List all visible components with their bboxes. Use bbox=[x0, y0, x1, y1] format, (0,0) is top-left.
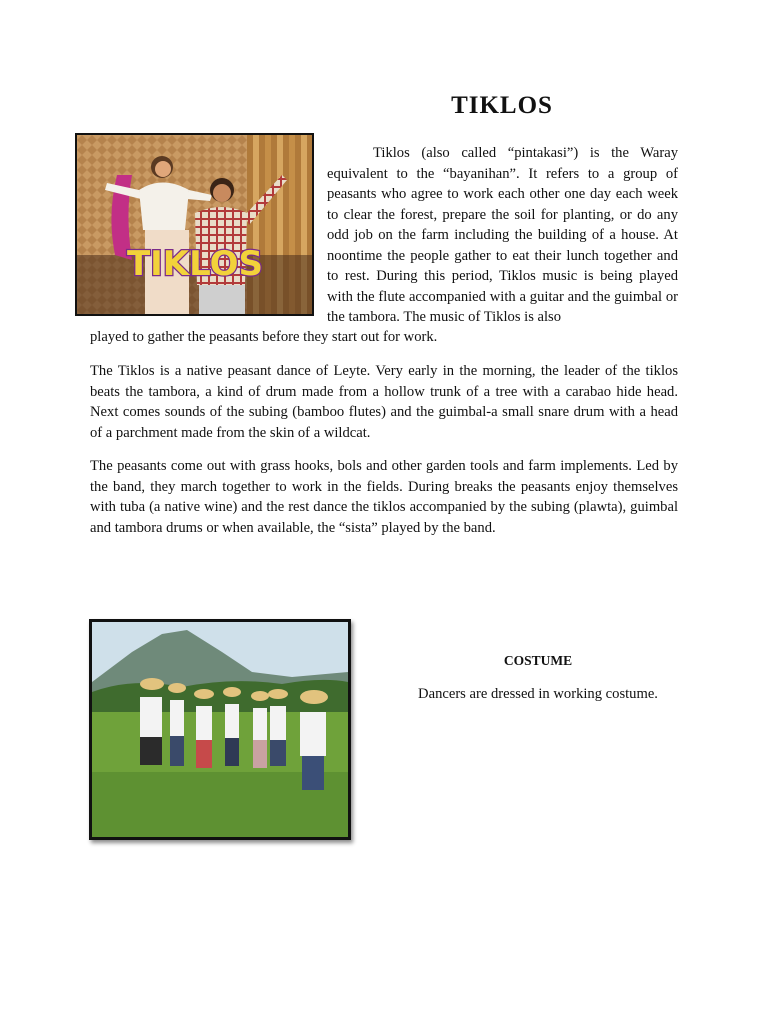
costume-description: Dancers are dressed in working costume. bbox=[418, 686, 658, 702]
paragraph-peasants: The peasants come out with grass hooks, bols and other garden tools and farm implements. Led by the band, they march together to work in the fields. During breaks the peasants enjoy themselves with tuba (a native wine) and the rest dance the tiklos accompanied by the subing (plawta), guimbal and tambora drums or when available, the “sista” played by the band. bbox=[90, 458, 678, 536]
paragraph-intro-tail: played to gather the peasants before they start out for work. bbox=[90, 329, 438, 345]
tiklos-dancers-photo bbox=[75, 133, 314, 316]
paragraph-dance-origin: The Tiklos is a native peasant dance of Leyte. Very early in the morning, the leader of the tiklos beats the tambora, a kind of drum made from a hollow trunk of a tree with a carabao hide head. Next comes sounds of the subing (bamboo flutes) and the guimbal-a small snare drum with a head of a parchment made from the skin of a wildcat. bbox=[90, 363, 678, 441]
paragraph-intro: Tiklos (also called “pintakasi”) is the Waray equivalent to the “bayanihan”. It refers to a group of peasants who agree to work each other one day each week to clear the forest, prepare the soil for planting, or do any odd job on the farm including the building of a house. At noontime the people gather to eat their lunch together and to rest. During this period, Tiklos music is being played with the flute accompanied with a guitar and the guimbal or the tambora. The music of Tiklos is also bbox=[327, 145, 678, 325]
page-title: TIKLOS bbox=[451, 92, 553, 119]
tiklos-logo-lettering: TIKLOS bbox=[126, 244, 264, 284]
dancers-field-photo bbox=[89, 619, 351, 840]
costume-heading: COSTUME bbox=[503, 653, 573, 668]
